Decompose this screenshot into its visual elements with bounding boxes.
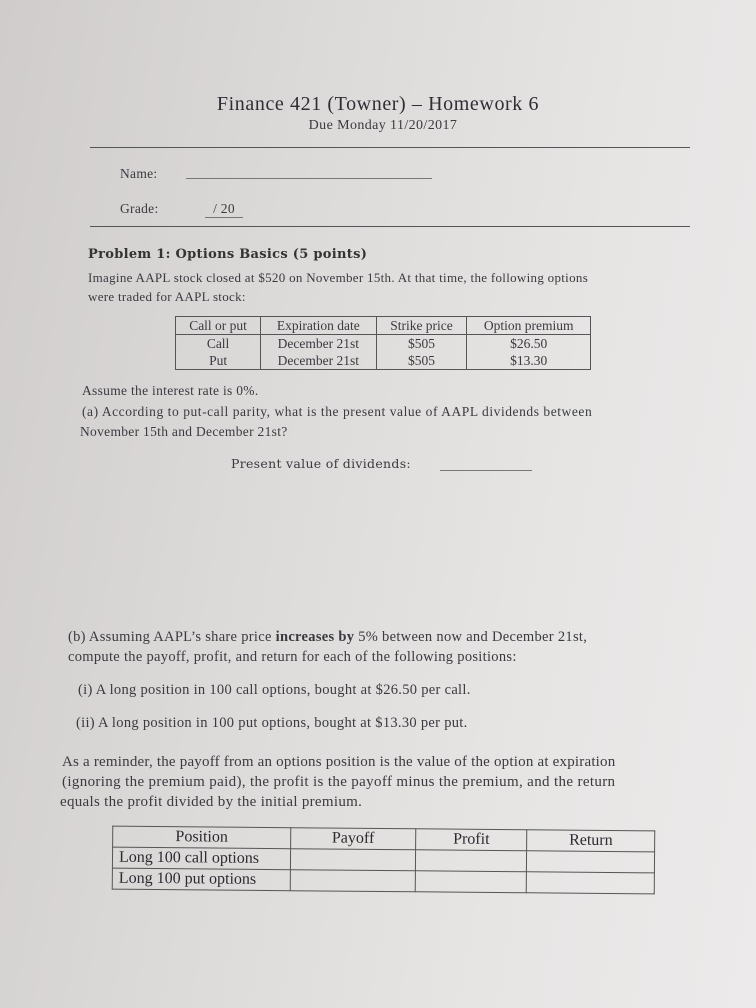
pv-label: Present value of dividends: bbox=[231, 456, 411, 471]
position-cell: Long 100 put options bbox=[112, 868, 290, 891]
page-title: Finance 421 (Towner) – Homework 6 bbox=[216, 93, 540, 115]
cell: Call bbox=[176, 335, 261, 353]
profit-answer-cell[interactable] bbox=[415, 871, 527, 893]
column-header: Return bbox=[527, 830, 655, 852]
cell: $13.30 bbox=[467, 352, 591, 370]
table-row bbox=[176, 335, 591, 353]
column-header: Call or put bbox=[176, 317, 261, 335]
due-date: Due Monday 11/20/2017 bbox=[308, 118, 458, 133]
reminder-text: equals the profit divided by the initial premium. bbox=[60, 794, 363, 810]
item-i: (i) A long position in 100 call options, bought at $26.50 per call. bbox=[78, 682, 471, 698]
cell: Put bbox=[176, 352, 261, 370]
payoff-answer-cell[interactable] bbox=[290, 870, 415, 892]
column-header: Payoff bbox=[291, 828, 416, 850]
column-header: Expiration date bbox=[261, 317, 376, 335]
column-header: Position bbox=[113, 826, 291, 849]
question-b-text: 5% between now and December 21st, bbox=[354, 629, 588, 645]
column-header: Option premium bbox=[467, 317, 591, 335]
cell: December 21st bbox=[261, 335, 376, 353]
intro-line: were traded for AAPL stock: bbox=[88, 289, 246, 304]
reminder-text: (ignoring the premium paid), the profit is the payoff minus the premium, and the return bbox=[62, 774, 616, 790]
question-a: November 15th and December 21st? bbox=[80, 424, 288, 439]
grade-label: Grade: bbox=[120, 201, 159, 216]
column-header: Profit bbox=[415, 829, 527, 851]
question-b bbox=[68, 629, 587, 646]
assumption-text: Assume the interest rate is 0%. bbox=[82, 383, 259, 398]
options-table bbox=[175, 316, 591, 370]
problem-heading: Problem 1: Options Basics (5 points) bbox=[88, 247, 368, 262]
answer-table bbox=[112, 826, 656, 895]
cell: $26.50 bbox=[467, 335, 591, 353]
reminder-text: As a reminder, the payoff from an options position is the value of the option at expiration bbox=[62, 754, 616, 770]
grade-field[interactable]: / 20 bbox=[205, 201, 243, 218]
name-label: Name: bbox=[120, 166, 158, 181]
question-b: compute the payoff, profit, and return for each of the following positions: bbox=[68, 649, 517, 665]
item-ii: (ii) A long position in 100 put options, bought at $13.30 per put. bbox=[76, 715, 468, 731]
question-a: (a) According to put-call parity, what is the present value of AAPL dividends between bbox=[82, 404, 593, 419]
profit-answer-cell[interactable] bbox=[415, 850, 527, 872]
cell: $505 bbox=[376, 335, 467, 353]
return-answer-cell[interactable] bbox=[527, 872, 655, 894]
column-header: Strike price bbox=[376, 317, 467, 335]
payoff-answer-cell[interactable] bbox=[290, 849, 415, 871]
cell: December 21st bbox=[261, 352, 376, 370]
pv-answer-field[interactable] bbox=[440, 470, 532, 471]
divider bbox=[90, 226, 690, 227]
name-field[interactable] bbox=[186, 178, 432, 179]
cell: $505 bbox=[376, 352, 467, 370]
table-row bbox=[112, 868, 654, 894]
question-b-text: (b) Assuming AAPL’s share price bbox=[68, 629, 276, 645]
intro-line: Imagine AAPL stock closed at $520 on November 15th. At that time, the following options bbox=[88, 270, 589, 285]
position-cell: Long 100 call options bbox=[112, 847, 290, 870]
question-b-emphasis: increases by bbox=[275, 629, 355, 645]
return-answer-cell[interactable] bbox=[527, 851, 655, 873]
table-row bbox=[176, 352, 591, 370]
divider bbox=[90, 147, 690, 148]
